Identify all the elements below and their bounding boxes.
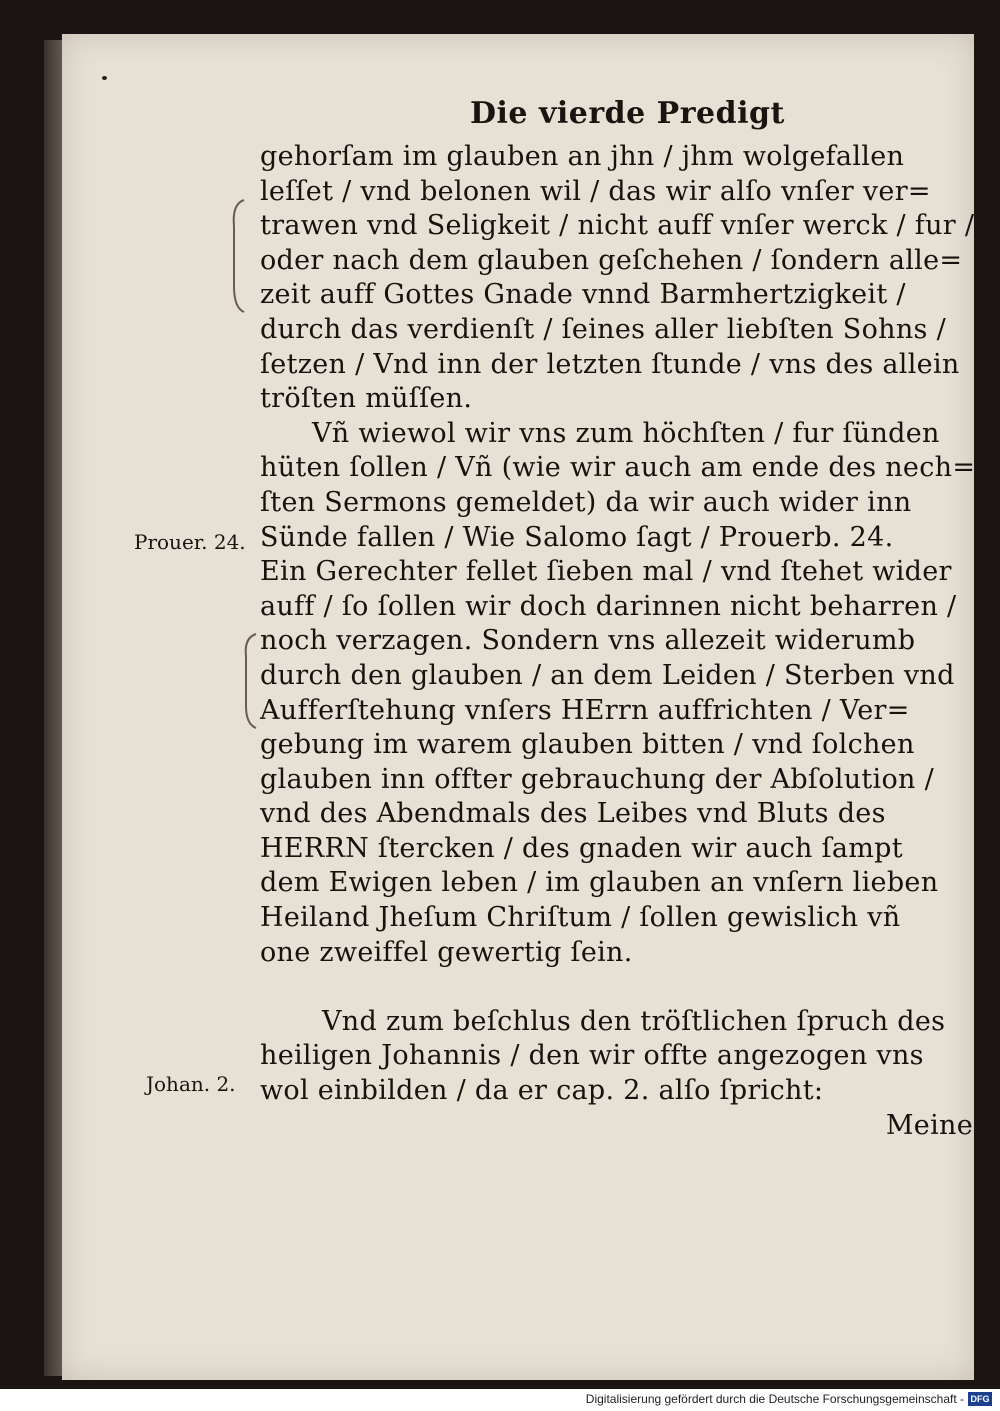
text-line: Sünde fallen / Wie Salomo ſagt / Prouerb. 24. xyxy=(260,521,894,553)
ink-spot xyxy=(102,76,107,80)
text-line: Ein Gerechter fellet ſieben mal / vnd ſtehet wider xyxy=(260,556,952,588)
text-line: Vñ wiewol wir vns zum höchſten / fur ſünden xyxy=(312,417,940,449)
text-line: oder nach dem glauben geſchehen / ſondern alle= xyxy=(260,244,963,276)
text-line: vnd des Abendmals des Leibes vnd Bluts des xyxy=(260,798,886,830)
text-line: leſſet / vnd belonen wil / das wir alſo vnſer ver= xyxy=(260,175,931,207)
text-line: ſten Sermons gemeldet) da wir auch wider inn xyxy=(260,486,912,518)
text-line: dem Ewigen leben / im glauben an vnſern lieben xyxy=(260,867,939,899)
text-line: Heiland Jheſum Chriſtum / ſollen gewislich vñ xyxy=(260,902,901,934)
text-line: noch verzagen. Sondern vns allezeit widerumb xyxy=(260,625,916,657)
marginal-note-johan: Johan. 2. xyxy=(146,1072,236,1096)
dfg-logo: DFG xyxy=(968,1392,992,1406)
footer-credit: Digitalisierung gefördert durch die Deutsche Forschungsgemeinschaft - xyxy=(585,1392,964,1406)
margin-bracket xyxy=(236,630,266,730)
text-line: hüten ſollen / Vñ (wie wir auch am ende des nech= xyxy=(260,452,976,484)
text-line: auff / ſo ſollen wir doch darinnen nicht beharren / xyxy=(260,590,957,622)
text-line: durch den glauben / an dem Leiden / Sterben vnd xyxy=(260,659,955,691)
margin-bracket xyxy=(226,196,256,316)
text-line: wol einbilden / da er cap. 2. alſo ſpricht: xyxy=(260,1075,824,1107)
text-line: HERRN ſtercken / des gnaden wir auch ſampt xyxy=(260,832,903,864)
text-line: heiligen Johannis / den wir offte angezogen vns xyxy=(260,1040,924,1072)
running-head: Die vierde Predigt xyxy=(470,96,785,131)
catchword: Meine xyxy=(885,1109,973,1141)
text-line: trawen vnd Seligkeit / nicht auff vnſer werck / fur / xyxy=(260,210,975,242)
text-line: Vnd zum beſchlus den tröſtlichen ſpruch des xyxy=(322,1005,946,1037)
text-line: Aufferſtehung vnſers HErrn auffrichten / Ver= xyxy=(260,694,910,726)
text-line: ſetzen / Vnd inn der letzten ſtunde / vns des allein xyxy=(260,348,960,380)
main-text xyxy=(260,140,975,1143)
marginal-note-prouer: Prouer. 24. xyxy=(134,530,246,554)
text-line: gebung im warem glauben bitten / vnd ſolchen xyxy=(260,729,915,761)
text-line: one zweiffel gewertig ſein. xyxy=(260,936,633,968)
text-line: tröſten müſſen. xyxy=(260,383,473,415)
text-line: glauben inn offter gebrauchung der Abſolution / xyxy=(260,763,935,795)
paragraph-gap xyxy=(260,970,975,1005)
text-line: durch das verdienſt / ſeines aller liebſten Sohns / xyxy=(260,313,946,345)
text-line: zeit auff Gottes Gnade vnnd Barmhertzigkeit / xyxy=(260,279,906,311)
text-line: gehorſam im glauben an jhn / jhm wolgefallen xyxy=(260,141,905,172)
